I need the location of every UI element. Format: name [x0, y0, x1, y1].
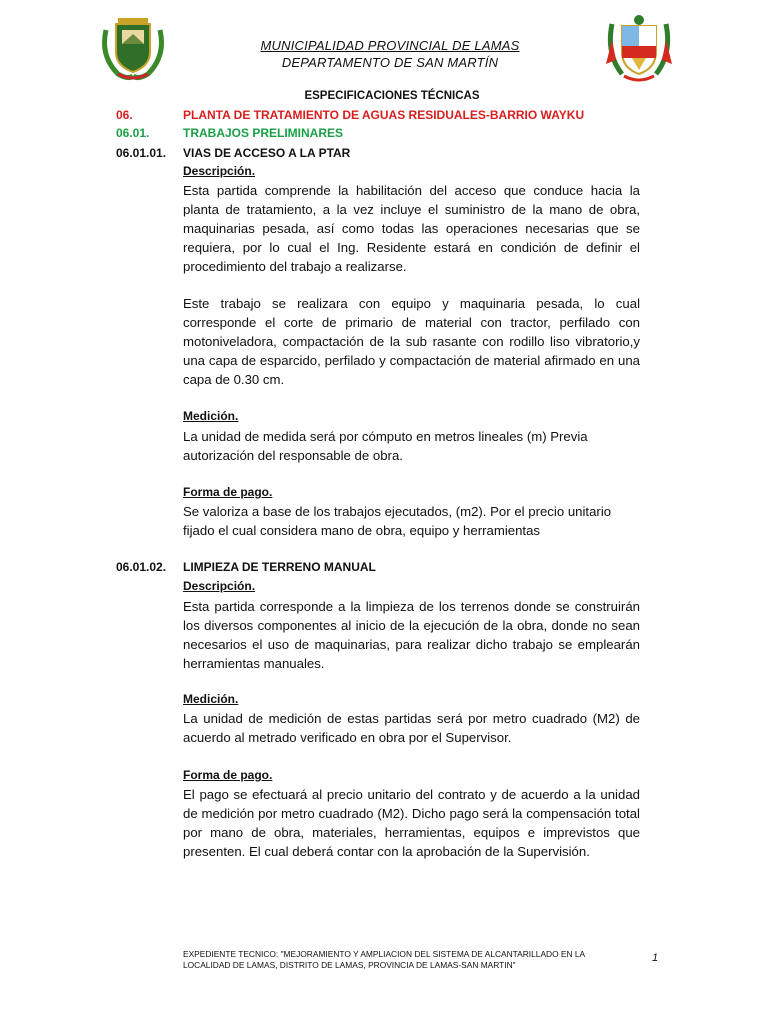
page-number: 1 [652, 952, 659, 964]
lamas-coat-of-arms-icon [98, 16, 168, 82]
document-title: ESPECIFICACIONES TÉCNICAS [304, 90, 480, 102]
subsection-title: TRABAJOS PRELIMINARES [183, 126, 344, 140]
medicion-label: Medición. [183, 409, 239, 423]
section-number: 06. [116, 108, 133, 122]
forma-de-pago-paragraph: Se valoriza a base de los trabajos ejecutados, (m2). Por el precio unitario fijado el cual considera mano de obra, equipo y herramientas [183, 504, 612, 538]
medicion-label: Medición. [183, 692, 239, 706]
descripcion-label: Descripción. [183, 164, 256, 178]
subsection-number: 06.01. [116, 126, 150, 140]
descripcion-label: Descripción. [183, 579, 256, 593]
item-title: LIMPIEZA DE TERRENO MANUAL [183, 560, 376, 574]
descripcion-paragraph: Esta partida corresponde a la limpieza de los terrenos donde se construirán los diversos componentes al inicio de la ejecución de la obra, donde no sean necesarios el uso de maquinarias, para realizar dicho trabajo se emplearán herramientas manuales. [183, 599, 640, 671]
forma-de-pago-paragraph: El pago se efectuará al precio unitario del contrato y de acuerdo a la unidad de medición por metro cuadrado (M2). Dicho pago será la compensación total por mano de obra, materiales, herramientas, equipos e imprevistos que presenten. El cual deberá contar con la aprobación de la Supervisión. [183, 787, 640, 859]
header-department: DEPARTAMENTO DE SAN MARTÍN [281, 55, 499, 70]
forma-de-pago-label: Forma de pago. [183, 485, 273, 499]
medicion-paragraph: La unidad de medición de estas partidas será por metro cuadrado (M2) de acuerdo al metrado verificado en obra por el Supervisor. [183, 711, 640, 745]
item-number: 06.01.02. [116, 560, 167, 574]
footer-project-title: EXPEDIENTE TECNICO: "MEJORAMIENTO Y AMPLIACION DEL SISTEMA DE ALCANTARILLADO EN LA LOCALIDAD DE LAMAS, DISTRITO DE LAMAS, PROVINCIA DE LAMAS-SAN MARTIN" [183, 949, 585, 970]
medicion-paragraph: La unidad de medida será por cómputo en metros lineales (m) Previa autorización del responsable de obra. [183, 429, 588, 463]
forma-de-pago-label: Forma de pago. [183, 768, 273, 782]
peru-coat-of-arms-icon [606, 14, 672, 84]
section-title: PLANTA DE TRATAMIENTO DE AGUAS RESIDUALES-BARRIO WAYKU [183, 108, 585, 122]
item-number: 06.01.01. [116, 146, 167, 160]
descripcion-paragraph: Esta partida comprende la habilitación del acceso que conduce hacia la planta de tratamiento, a la vez incluye el suministro de la mano de obra, maquinarias pesada, así como todas las operaciones necesarias que se requiera, por lo cual el Ing. Residente estará en condición de definir el procedimiento del trabajo a realizarse. [183, 183, 640, 274]
item-title: VIAS DE ACCESO A LA PTAR [183, 146, 351, 160]
header-municipality: MUNICIPALIDAD PROVINCIAL DE LAMAS [260, 38, 520, 53]
descripcion-paragraph-2: Este trabajo se realizara con equipo y maquinaria pesada, lo cual corresponde el corte de primario de material con tractor, perfilado con motoniveladora, compactación de la sub rasante con rodillo liso vibratorio,y una capa de esparcido, perfilado y compactación de material afirmado en una capa de 0.30 cm. [183, 296, 640, 387]
